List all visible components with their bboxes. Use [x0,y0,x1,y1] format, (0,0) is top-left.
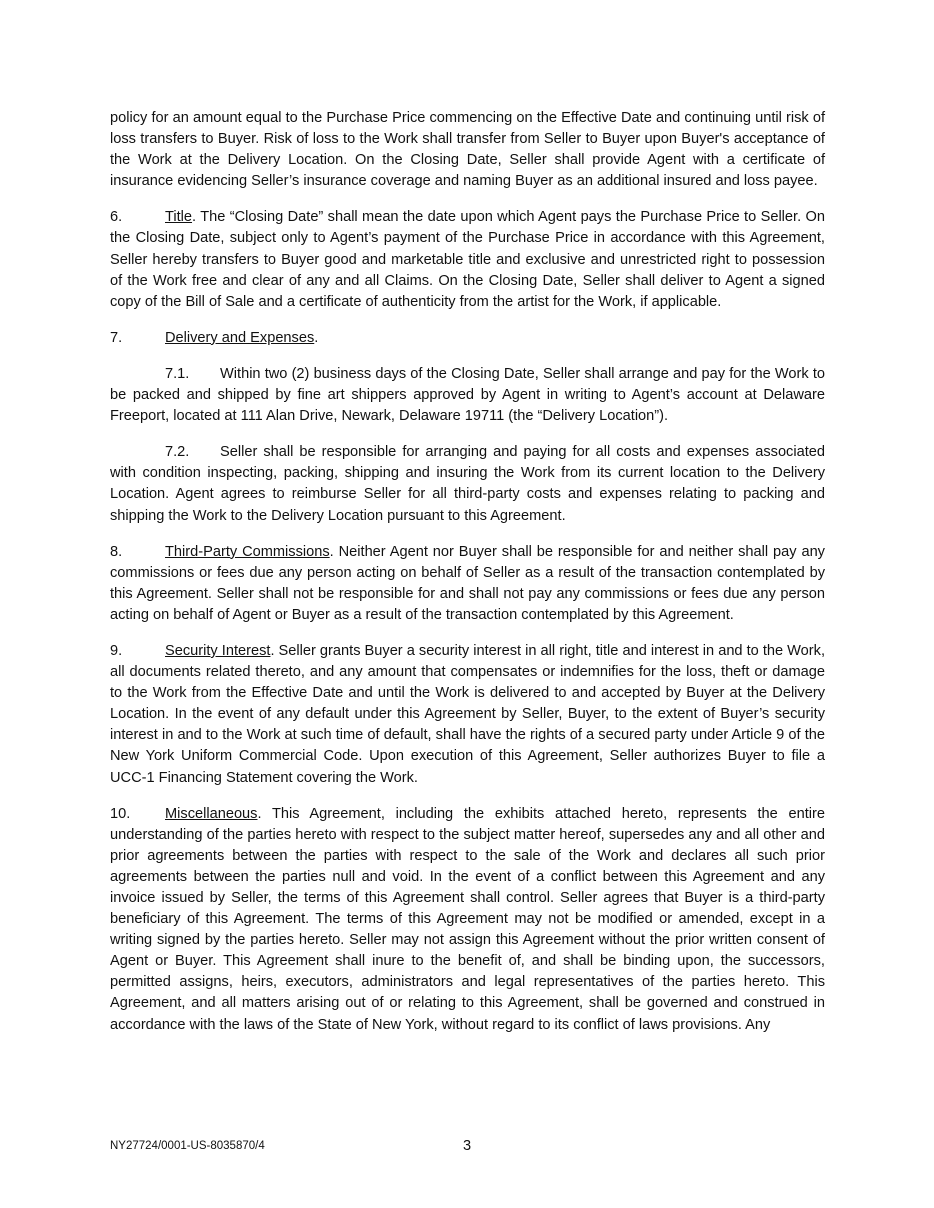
subsection-7-1 [110,364,825,427]
section-10-miscellaneous [110,804,825,1036]
section-heading: Delivery and Expenses [165,329,315,346]
section-8-commissions [110,542,825,626]
footer-document-id: NY27724/0001-US-8035870/4 [110,1140,265,1152]
section-body: . [314,329,319,346]
footer-page-number: 3 [463,1138,472,1154]
section-body: . This Agreement, including the exhibits attached hereto, represents the entire understanding of the parties hereto with respect to the subject matter hereof, supersedes any and all other and prior agreements between the parties with respect to the sale of the Work and declares all such prior agreements between the parties null and void. In the event of a conflict between this Agreement and any invoice issued by Seller, the terms of this Agreement shall control. Seller agrees that Buyer is a third-party beneficiary of this Agreement. The terms of this Agreement may not be modified or amended, except in a writing signed by the parties hereto. Seller may not assign this Agreement without the prior written consent of Agent or Buyer. This Agreement shall inure to the benefit of, and shall be binding upon, the successors, permitted assigns, heirs, executors, administrators and legal representatives of the parties hereto. This Agreement, and all matters arising out of or relating to this Agreement, shall be governed and construed in accordance with the laws of the State of New York, without regard to its conflict of laws provisions. Any [110,805,825,1033]
subsection-body: Seller shall be responsible for arranging and paying for all costs and expenses associated with condition inspecting, packing, shipping and insuring the Work from its current location to the Delivery Location. Agent agrees to reimburse Seller for all third-party costs and expenses relating to packing and shipping the Work to the Delivery Location pursuant to this Agreement. [110,444,825,524]
section-body: . Neither Agent nor Buyer shall be responsible for and neither shall pay any commissions or fees due any person acting on behalf of Seller as a result of the transaction contemplated by this Agreement. Seller shall not be responsible for and shall not pay any commissions or fees due any person acting on behalf of Agent or Buyer as a result of the transaction contemplated by this Agreement. [110,543,825,623]
section-7-delivery [110,328,825,349]
subsection-7-2 [110,442,825,526]
subsection-number: 7.2. [165,444,190,461]
section-6-title [110,207,825,312]
subsection-body: Within two (2) business days of the Closing Date, Seller shall arrange and pay for the Work to be packed and shipped by fine art shippers approved by Agent in writing to Agent’s account at Delaware Freeport, located at 111 Alan Drive, Newark, Delaware 19711 (the “Delivery Location”). [110,365,825,425]
section-body: . The “Closing Date” shall mean the date upon which Agent pays the Purchase Price to Seller. On the Closing Date, subject only to Agent’s payment of the Purchase Price in accordance with this Agreement, Seller hereby transfers to Buyer good and marketable title and exclusive and unrestricted right to possession of the Work free and clear of any and all Claims. On the Closing Date, Seller shall deliver to Agent a signed copy of the Bill of Sale and a certificate of authenticity from the artist for the Work, if applicable. [110,209,825,310]
section-number: 9. [110,642,123,659]
section-number: 6. [110,209,123,226]
document-page [110,108,825,1051]
section-heading: Third-Party Commissions [165,543,330,560]
section-number: 10. [110,805,131,822]
section-number: 8. [110,543,123,560]
section-9-security-interest [110,641,825,789]
section-body: . Seller grants Buyer a security interest in all right, title and interest in and to the Work, all documents related thereto, and any amount that compensates or indemnifies for the loss, theft or damage to the Work from the Effective Date and until the Work is delivered to and accepted by Buyer at the Delivery Location. In the event of any default under this Agreement by Seller, Buyer, to the extent of Buyer’s security interest in and to the Work at such time of default, shall have the rights of a secured party under Article 9 of the New York Uniform Commercial Code. Upon execution of this Agreement, Seller authorizes Buyer to file a UCC-1 Financing Statement covering the Work. [110,642,826,786]
section-heading: Miscellaneous [165,805,258,822]
paragraph-continuation: policy for an amount equal to the Purchase Price commencing on the Effective Date and continuing until risk of loss transfers to Buyer. Risk of loss to the Work shall transfer from Seller to Buyer upon Buyer's acceptance of the Work at the Delivery Location. On the Closing Date, Seller shall provide Agent with a certificate of insurance evidencing Seller’s insurance coverage and naming Buyer as an additional insured and loss payee. [110,110,825,190]
section-number: 7. [110,329,123,346]
section-heading: Security Interest [165,642,271,659]
section-heading: Title [165,209,193,226]
subsection-number: 7.1. [165,365,190,382]
